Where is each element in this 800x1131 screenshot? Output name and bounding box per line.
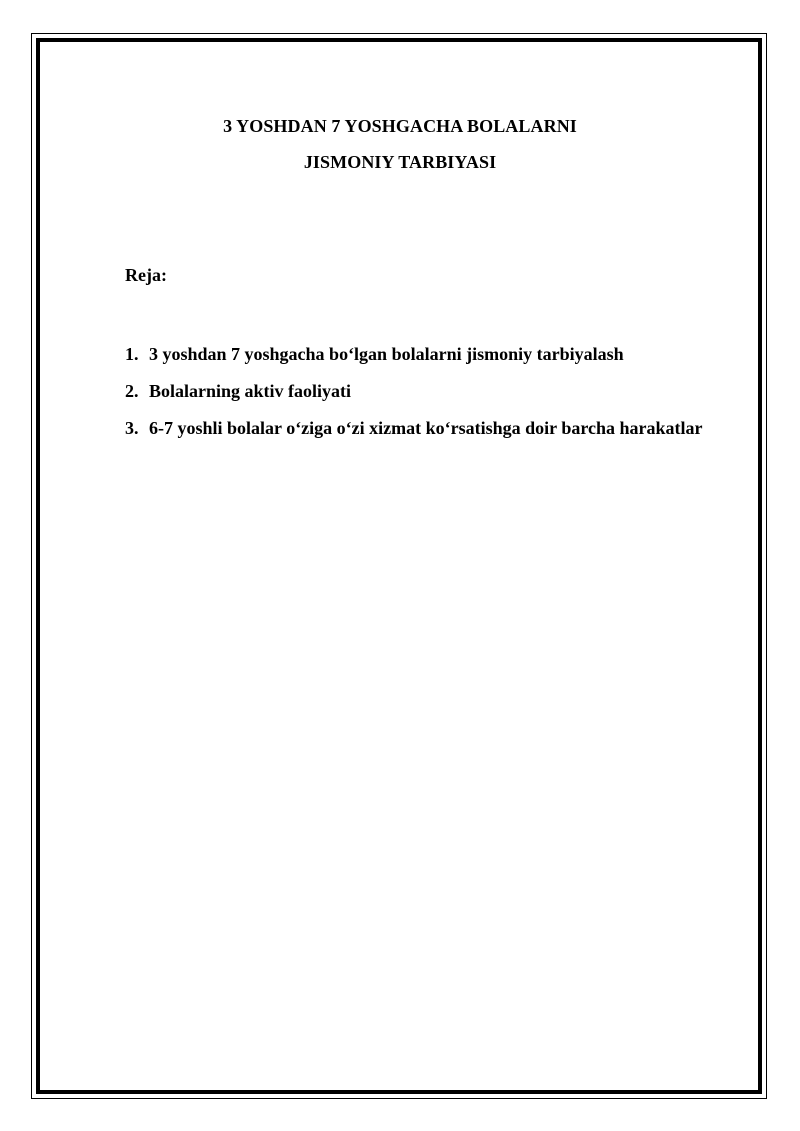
document-title-line-2: JISMONIY TARBIYASI (303, 152, 497, 172)
plan-item-number: 1. (125, 344, 139, 364)
plan-item-1 (125, 336, 725, 373)
page-border-inner (36, 38, 762, 1094)
plan-list (125, 336, 725, 447)
plan-item-3 (125, 410, 725, 447)
plan-item-text: 6-7 yoshli bolalar o‘ziga o‘zi xizmat ko‘rsatishga doir barcha harakatlar (149, 418, 703, 438)
plan-item-number: 2. (125, 381, 139, 401)
plan-item-2 (125, 373, 725, 410)
plan-item-number: 3. (125, 418, 139, 438)
plan-heading: Reja: (125, 265, 167, 285)
document-title-line-1: 3 YOSHDAN 7 YOSHGACHA BOLALARNI (223, 116, 577, 136)
plan-item-text: Bolalarning aktiv faoliyati (149, 381, 352, 401)
plan-item-text: 3 yoshdan 7 yoshgacha bo‘lgan bolalarni jismoniy tarbiyalash (149, 344, 624, 364)
